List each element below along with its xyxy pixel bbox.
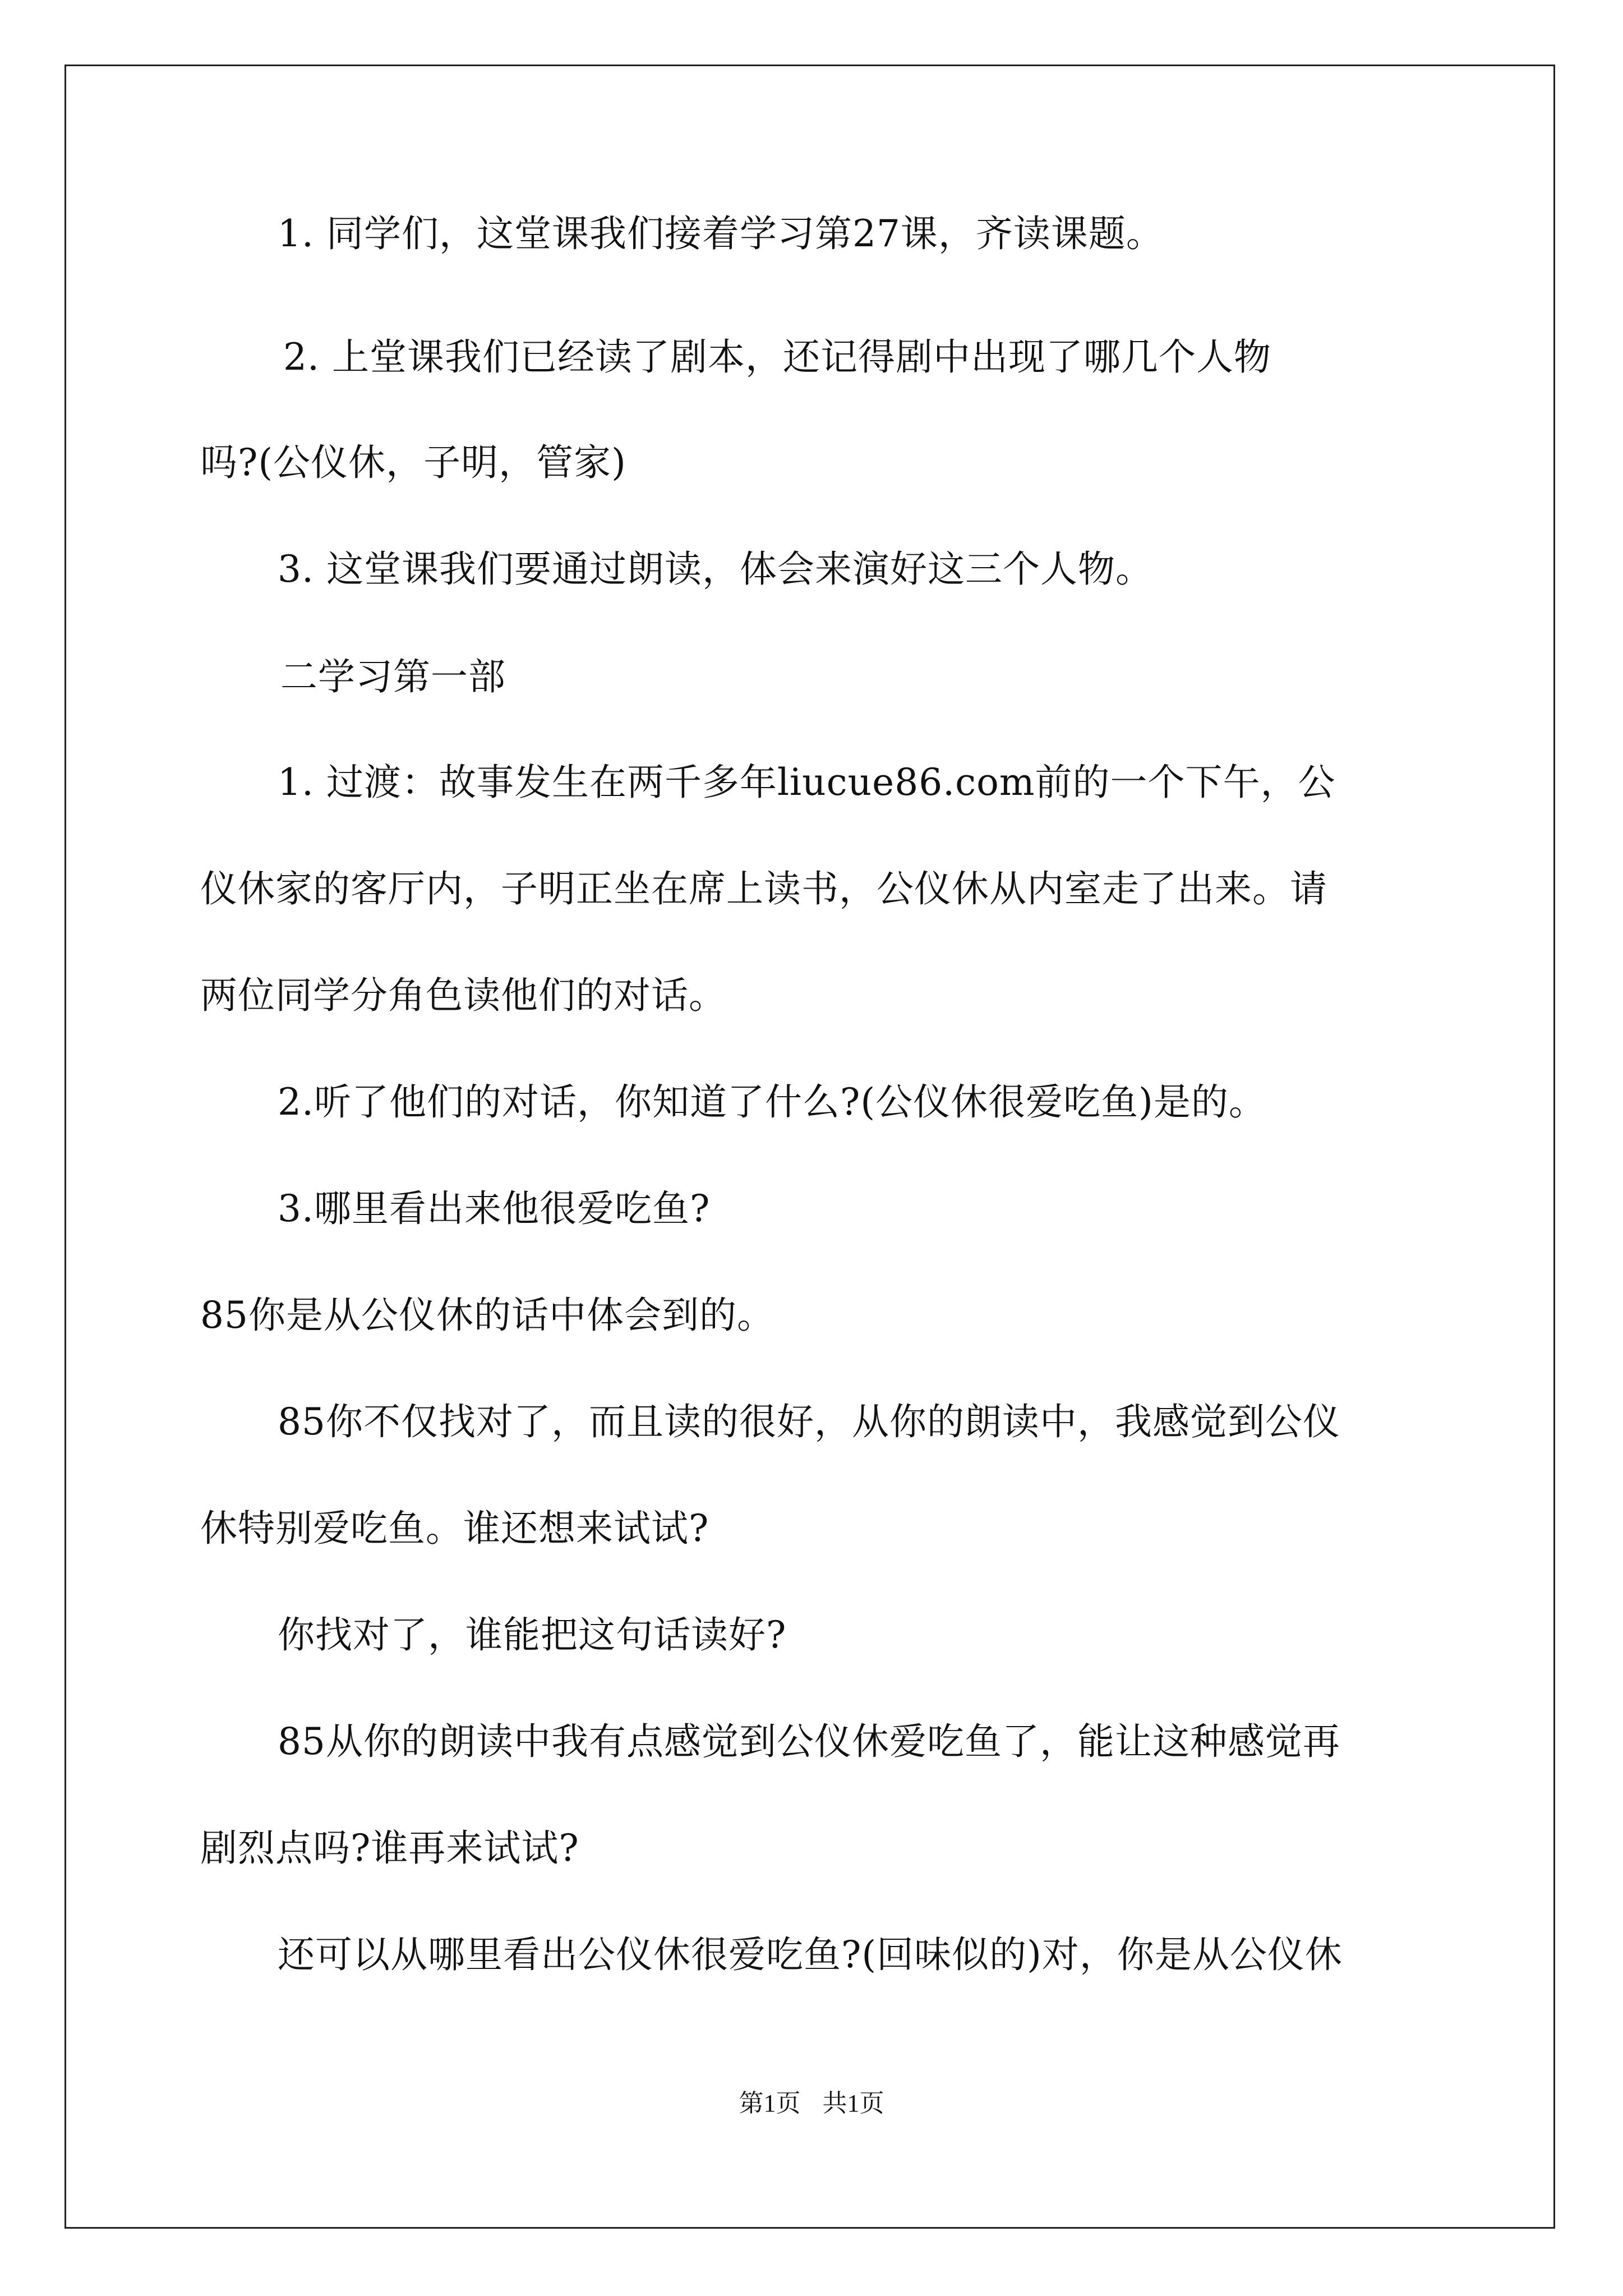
section-heading: 二学习第一部 [280, 655, 506, 698]
paragraph-line: 2.听了他们的对话，你知道了什么?(公仪休很爱吃鱼)是的。 [278, 1080, 1266, 1124]
paragraph-line: 还可以从哪里看出公仪休很爱吃鱼?(回味似的)对，你是从公仪休 [278, 1933, 1343, 1976]
paragraph-line: 仪休家的客厅内，子明正坐在席上读书，公仪休从内室走了出来。请 [200, 867, 1327, 910]
paragraph-line: 3. 这堂课我们要通过朗读，体会来演好这三个人物。 [278, 547, 1153, 591]
paragraph-line: 3.哪里看出来他很爱吃鱼? [278, 1187, 711, 1230]
page-total: 共1页 [822, 2090, 884, 2117]
paragraph-line: 85从你的朗读中我有点感觉到公仪休爱吃鱼了，能让这种感觉再 [278, 1720, 1340, 1763]
paragraph-line: 休特别爱吃鱼。谁还想来试试? [200, 1507, 709, 1550]
paragraph-line: 85你是从公仪休的话中体会到的。 [200, 1294, 774, 1337]
paragraph-line: 1. 过渡：故事发生在两千多年liucue86.com前的一个下午，公 [278, 761, 1336, 804]
paragraph-line: 两位同学分角色读他们的对话。 [200, 974, 726, 1017]
paragraph-line: 剧烈点吗?谁再来试试? [200, 1826, 579, 1870]
paragraph-line: 85你不仅找对了，而且读的很好，从你的朗读中，我感觉到公仪 [278, 1400, 1340, 1443]
paragraph-line: 吗?(公仪休，子明，管家) [200, 441, 626, 484]
page-number: 第1页 [739, 2090, 801, 2117]
paragraph-line: 1. 同学们，这堂课我们接着学习第27课，齐读课题。 [278, 212, 1164, 255]
paragraph-line: 2. 上堂课我们已经读了剧本，还记得剧中出现了哪几个人物 [283, 335, 1271, 379]
paragraph-line: 你找对了，谁能把这句话读好? [278, 1613, 787, 1657]
page-border [64, 65, 1555, 2229]
page-footer [0, 2087, 1623, 2120]
